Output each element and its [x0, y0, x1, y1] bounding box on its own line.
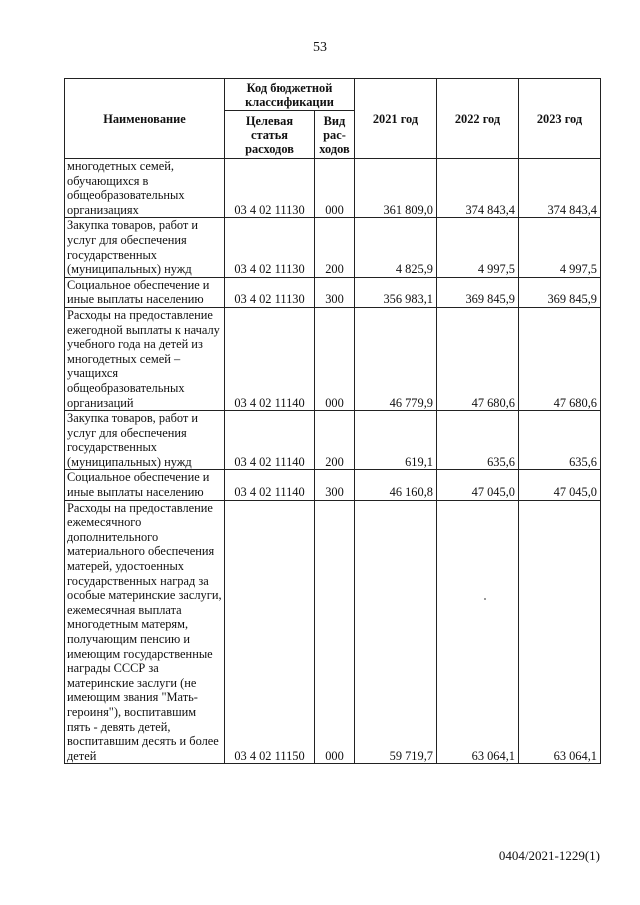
row-code: 03 4 02 11140	[225, 307, 315, 410]
table-row	[65, 277, 601, 307]
row-2022: 47 680,6	[437, 307, 519, 410]
row-code: 03 4 02 11150	[225, 500, 315, 764]
row-2021: 361 809,0	[355, 159, 437, 218]
row-2021: 59 719,7	[355, 500, 437, 764]
row-2023: 47 680,6	[519, 307, 601, 410]
header-2022: 2022 год	[437, 79, 519, 159]
row-2023: 635,6	[519, 411, 601, 470]
header-code-group: Код бюджетной классификации	[225, 79, 355, 111]
row-2021: 4 825,9	[355, 218, 437, 277]
document-code: 0404/2021-1229(1)	[498, 848, 600, 863]
row-2021: 356 983,1	[355, 277, 437, 307]
header-expense-type: Вид рас-ходов	[315, 111, 355, 159]
row-type: 000	[315, 159, 355, 218]
row-code: 03 4 02 11130	[225, 218, 315, 277]
row-2022: 4 997,5	[437, 218, 519, 277]
row-code: 03 4 02 11130	[225, 159, 315, 218]
row-2022: 369 845,9	[437, 277, 519, 307]
row-type: 000	[315, 307, 355, 410]
row-type: 000	[315, 500, 355, 764]
header-name: Наименование	[65, 79, 225, 159]
row-type: 200	[315, 218, 355, 277]
table-row	[65, 218, 601, 277]
row-type: 300	[315, 277, 355, 307]
header-2023: 2023 год	[519, 79, 601, 159]
budget-table	[64, 78, 601, 764]
row-name: Закупка товаров, работ и услуг для обеспечения государственных (муниципальных) нужд	[65, 218, 225, 277]
header-2021: 2021 год	[355, 79, 437, 159]
row-2022: 47 045,0	[437, 470, 519, 500]
row-type: 200	[315, 411, 355, 470]
row-name: Закупка товаров, работ и услуг для обеспечения государственных (муниципальных) нужд	[65, 411, 225, 470]
row-2023: 369 845,9	[519, 277, 601, 307]
row-name: Социальное обеспечение и иные выплаты населению	[65, 470, 225, 500]
row-2021: 46 160,8	[355, 470, 437, 500]
row-2022: 374 843,4	[437, 159, 519, 218]
table-row	[65, 159, 601, 218]
table-row	[65, 307, 601, 410]
row-2023: 63 064,1	[519, 500, 601, 764]
page-number: 53	[313, 40, 327, 55]
table-row	[65, 470, 601, 500]
scan-speck	[484, 598, 486, 600]
row-2022: 635,6	[437, 411, 519, 470]
row-name: Социальное обеспечение и иные выплаты населению	[65, 277, 225, 307]
row-2023: 47 045,0	[519, 470, 601, 500]
row-2023: 4 997,5	[519, 218, 601, 277]
row-type: 300	[315, 470, 355, 500]
row-name: Расходы на предоставление ежемесячного дополнительного материального обеспечения матерей, удостоенных государственных наград за особые материнские заслуги, ежемесячная выплата многодетным матерям, получающим пенсию и имеющим государственные награды СССР за материнские заслуги (не имеющим звания "Мать-героиня"), воспитавшим пять - девять детей, воспитавшим десять и более детей	[65, 500, 225, 764]
row-code: 03 4 02 11140	[225, 470, 315, 500]
row-code: 03 4 02 11130	[225, 277, 315, 307]
row-2023: 374 843,4	[519, 159, 601, 218]
table-row	[65, 411, 601, 470]
row-code: 03 4 02 11140	[225, 411, 315, 470]
row-name: многодетных семей, обучающихся в общеобразовательных организациях	[65, 159, 225, 218]
row-name: Расходы на предоставление ежегодной выплаты к началу учебного года на детей из многодетных семей – учащихся общеобразовательных организаций	[65, 307, 225, 410]
row-2021: 46 779,9	[355, 307, 437, 410]
row-2022: 63 064,1	[437, 500, 519, 764]
row-2021: 619,1	[355, 411, 437, 470]
table-row	[65, 500, 601, 764]
header-target-article: Целевая статья расходов	[225, 111, 315, 159]
